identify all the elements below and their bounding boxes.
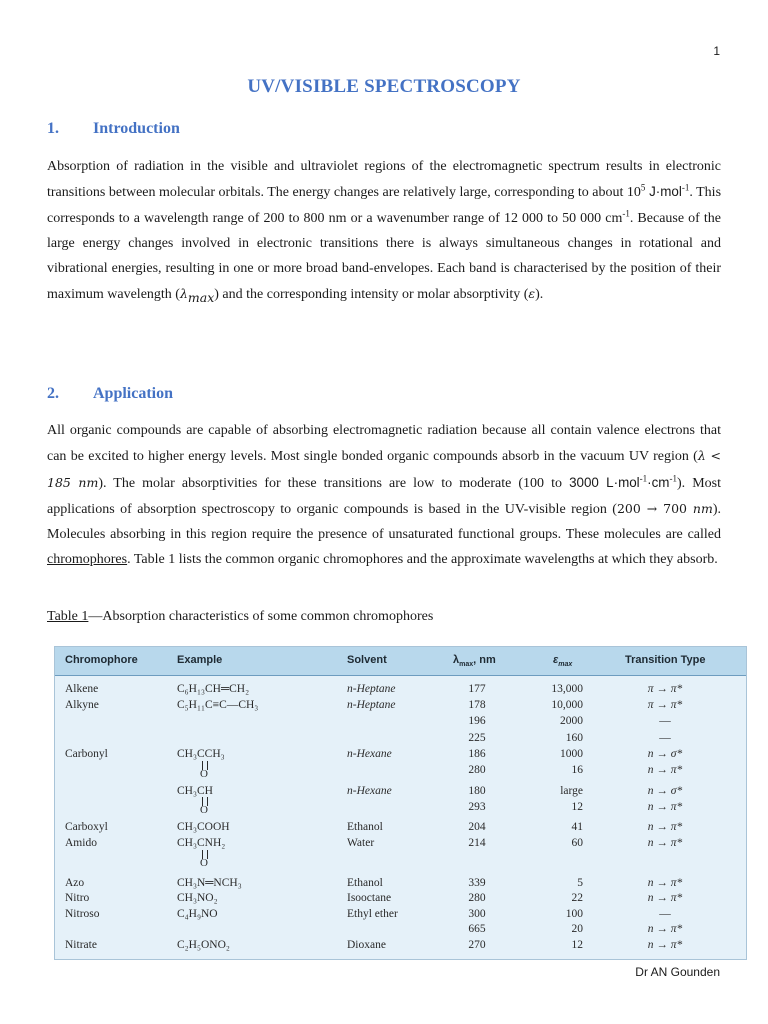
solvent-cell: Ethanol — [347, 877, 383, 889]
transition-cell: — — [659, 715, 671, 727]
epsilon-cell: 100 — [565, 908, 583, 920]
transition-cell: — — [659, 908, 671, 920]
epsilon-cell: 20 — [571, 923, 583, 935]
lambda-symbol: λ — [179, 286, 188, 302]
lambda-cell: 665 — [468, 923, 486, 935]
author-footer: Dr AN Gounden — [635, 965, 720, 979]
section-heading-introduction — [47, 120, 180, 138]
epsilon-cell: 5 — [577, 877, 583, 889]
example-cell: CH₃CH — [177, 785, 213, 797]
example-cell: C₆H₁₃CH═CH₂ — [177, 683, 250, 695]
lambda-cell: 293 — [468, 801, 486, 813]
text-run: . Table 1 lists the common organic chromophores and the approximate wavelengths at which they absorb. — [127, 552, 718, 568]
transition-cell: n → π* — [647, 821, 683, 833]
solvent-cell: n-Hexane — [347, 748, 392, 760]
lambda-cell: 178 — [468, 699, 486, 711]
chromophore-cell: Nitroso — [65, 908, 100, 920]
chromophore-cell: Amido — [65, 837, 97, 849]
subscript: max — [187, 290, 215, 306]
superscript: -1 — [622, 207, 630, 218]
solvent-cell: n-Heptane — [347, 699, 396, 711]
example-cell: C₄H₉NO — [177, 908, 218, 920]
text-run: ). The molar absorptivities for these transitions are low to moderate (100 to — [98, 475, 570, 491]
transition-cell: n → π* — [647, 877, 683, 889]
subscript: max — [558, 661, 573, 669]
epsilon-cell: 22 — [571, 892, 583, 904]
inline-math-unit: nm — [78, 474, 99, 490]
lambda-cell: 300 — [468, 908, 486, 920]
epsilon-cell: 1000 — [560, 748, 583, 760]
example-cell: CH₃CNH₂ — [177, 837, 226, 849]
lambda-cell: 186 — [468, 748, 486, 760]
text-run: 3000 L·mol — [569, 474, 640, 490]
example-cell: CH₃CCH₃ — [177, 748, 225, 760]
inline-math: 200 → 700 — [616, 500, 693, 516]
solvent-cell: Dioxane — [347, 939, 386, 951]
introduction-paragraph — [47, 154, 721, 308]
caption-text: —Absorption characteristics of some common chromophores — [88, 609, 434, 624]
epsilon-cell: 60 — [571, 837, 583, 849]
transition-cell: — — [659, 732, 671, 744]
chromophore-cell: Nitro — [65, 892, 90, 904]
superscript: -1 — [681, 182, 690, 193]
text-run: J·mol — [645, 184, 682, 200]
lambda-cell: 204 — [468, 821, 486, 833]
superscript: -1 — [639, 472, 648, 483]
text-run: . Because of the large energy changes involved in electronic transitions there is always simultaneous changes in rotational and vibrational energies, resulting in one or more broad band-envelopes. Each band is characterised by the position of their maximum wavelength ( — [47, 210, 721, 303]
text-run: . This corresponds to a wavelength range of 200 to 800 nm or a wavenumber range of 12 000 to 50 000 cm — [47, 185, 722, 226]
inline-math-unit: nm — [692, 500, 713, 516]
inline-math: λ < 185 — [47, 448, 721, 490]
transition-cell: n → π* — [647, 892, 683, 904]
epsilon-cell: 2000 — [560, 715, 583, 727]
text-run: ). Most applications of absorption spectroscopy to organic compounds is based in the UV-visible region ( — [47, 475, 721, 517]
chromophore-cell: Nitrate — [65, 939, 97, 951]
lambda-cell: 180 — [468, 785, 486, 797]
example-cell: C₅H₁₁C≡C—CH₃ — [177, 699, 259, 711]
epsilon-cell: large — [560, 785, 583, 797]
carbonyl-oxygen: O — [200, 857, 208, 869]
table-header-row — [55, 647, 746, 676]
solvent-cell: Ethanol — [347, 821, 383, 833]
text-run: ·cm — [647, 474, 670, 490]
epsilon-cell: 12 — [571, 939, 583, 951]
lambda-cell: 339 — [468, 877, 486, 889]
epsilon-cell: 160 — [565, 732, 583, 744]
lambda-cell: 196 — [468, 715, 486, 727]
epsilon-cell: 13,000 — [551, 683, 583, 695]
lambda-cell: 225 — [468, 732, 486, 744]
example-cell: CH₃COOH — [177, 821, 230, 833]
epsilon-cell: 16 — [571, 764, 583, 776]
chromophore-cell: Carbonyl — [65, 748, 108, 760]
superscript: -1 — [669, 472, 677, 483]
transition-cell: π → π* — [647, 683, 683, 695]
lambda-cell: 280 — [468, 892, 486, 904]
text-run: ). Molecules absorbing in this region require the presence of unsaturated functional groups. These molecules are called — [47, 501, 721, 543]
chromophore-cell: Alkyne — [65, 699, 99, 711]
example-cell: CH₃N═NCH₃ — [177, 877, 242, 889]
header-example: Example — [177, 654, 223, 666]
transition-cell: n → π* — [647, 923, 683, 935]
carbonyl-oxygen: O — [200, 768, 208, 780]
solvent-cell: Water — [347, 837, 375, 849]
chromophore-cell: Alkene — [65, 683, 99, 695]
solvent-cell: Isooctane — [347, 892, 392, 904]
header-lambda-max — [453, 654, 496, 669]
lambda-cell: 280 — [468, 764, 486, 776]
transition-cell: n → σ* — [647, 748, 683, 760]
unit-text: , nm — [473, 654, 496, 666]
lambda-cell: 177 — [468, 683, 486, 695]
section-title: Application — [93, 385, 174, 402]
chromophores-term: chromophores — [47, 552, 128, 568]
lambda-cell: 214 — [468, 837, 486, 849]
transition-cell: n → π* — [647, 939, 683, 951]
subscript: max — [459, 661, 474, 669]
example-cell: CH₃NO₂ — [177, 892, 218, 904]
section-heading-application — [47, 385, 173, 403]
lambda-symbol: λ — [453, 654, 460, 666]
chromophore-table — [54, 646, 747, 960]
transition-cell: π → π* — [647, 699, 683, 711]
solvent-cell: n-Hexane — [347, 785, 392, 797]
section-title: Introduction — [93, 120, 180, 137]
epsilon-cell: 12 — [571, 801, 583, 813]
section-number: 2. — [47, 385, 59, 402]
transition-cell: n → π* — [647, 764, 683, 776]
epsilon-symbol: ε — [528, 286, 536, 302]
solvent-cell: Ethyl ether — [347, 908, 398, 920]
table-label: Table 1 — [47, 609, 89, 624]
header-solvent: Solvent — [347, 654, 387, 666]
text-run: Absorption of radiation in the visible and ultraviolet regions of the electromagnetic spectrum results in electronic transitions between molecular orbitals. The energy changes are relatively large, corresponding to about 10 — [47, 159, 721, 201]
epsilon-cell: 41 — [571, 821, 583, 833]
header-transition-type: Transition Type — [625, 654, 706, 666]
text-run: ). — [535, 287, 544, 303]
page-number: 1 — [713, 44, 720, 58]
text-run: ) and the corresponding intensity or molar absorptivity ( — [214, 287, 529, 303]
solvent-cell: n-Heptane — [347, 683, 396, 695]
epsilon-symbol: ε — [553, 654, 559, 666]
transition-cell: n → π* — [647, 801, 683, 813]
transition-cell: n → π* — [647, 837, 683, 849]
superscript: 5 — [640, 182, 646, 193]
application-paragraph — [47, 418, 721, 573]
epsilon-cell: 10,000 — [551, 699, 583, 711]
lambda-cell: 270 — [468, 939, 486, 951]
transition-cell: n → σ* — [647, 785, 683, 797]
section-number: 1. — [47, 120, 59, 137]
header-chromophore: Chromophore — [65, 654, 138, 666]
document-title: UV/VISIBLE SPECTROSCOPY — [247, 76, 521, 97]
example-cell: C₂H₅ONO₂ — [177, 939, 230, 951]
table-caption — [47, 609, 433, 625]
chromophore-cell: Azo — [65, 877, 85, 889]
text-run: All organic compounds are capable of absorbing electromagnetic radiation because all contain valence electrons that can be excited to higher energy levels. Most single bonded organic compounds absorb in the vacuum UV region ( — [47, 423, 721, 465]
header-epsilon-max — [553, 654, 573, 669]
carbonyl-oxygen: O — [200, 804, 208, 816]
chromophore-cell: Carboxyl — [65, 821, 108, 833]
